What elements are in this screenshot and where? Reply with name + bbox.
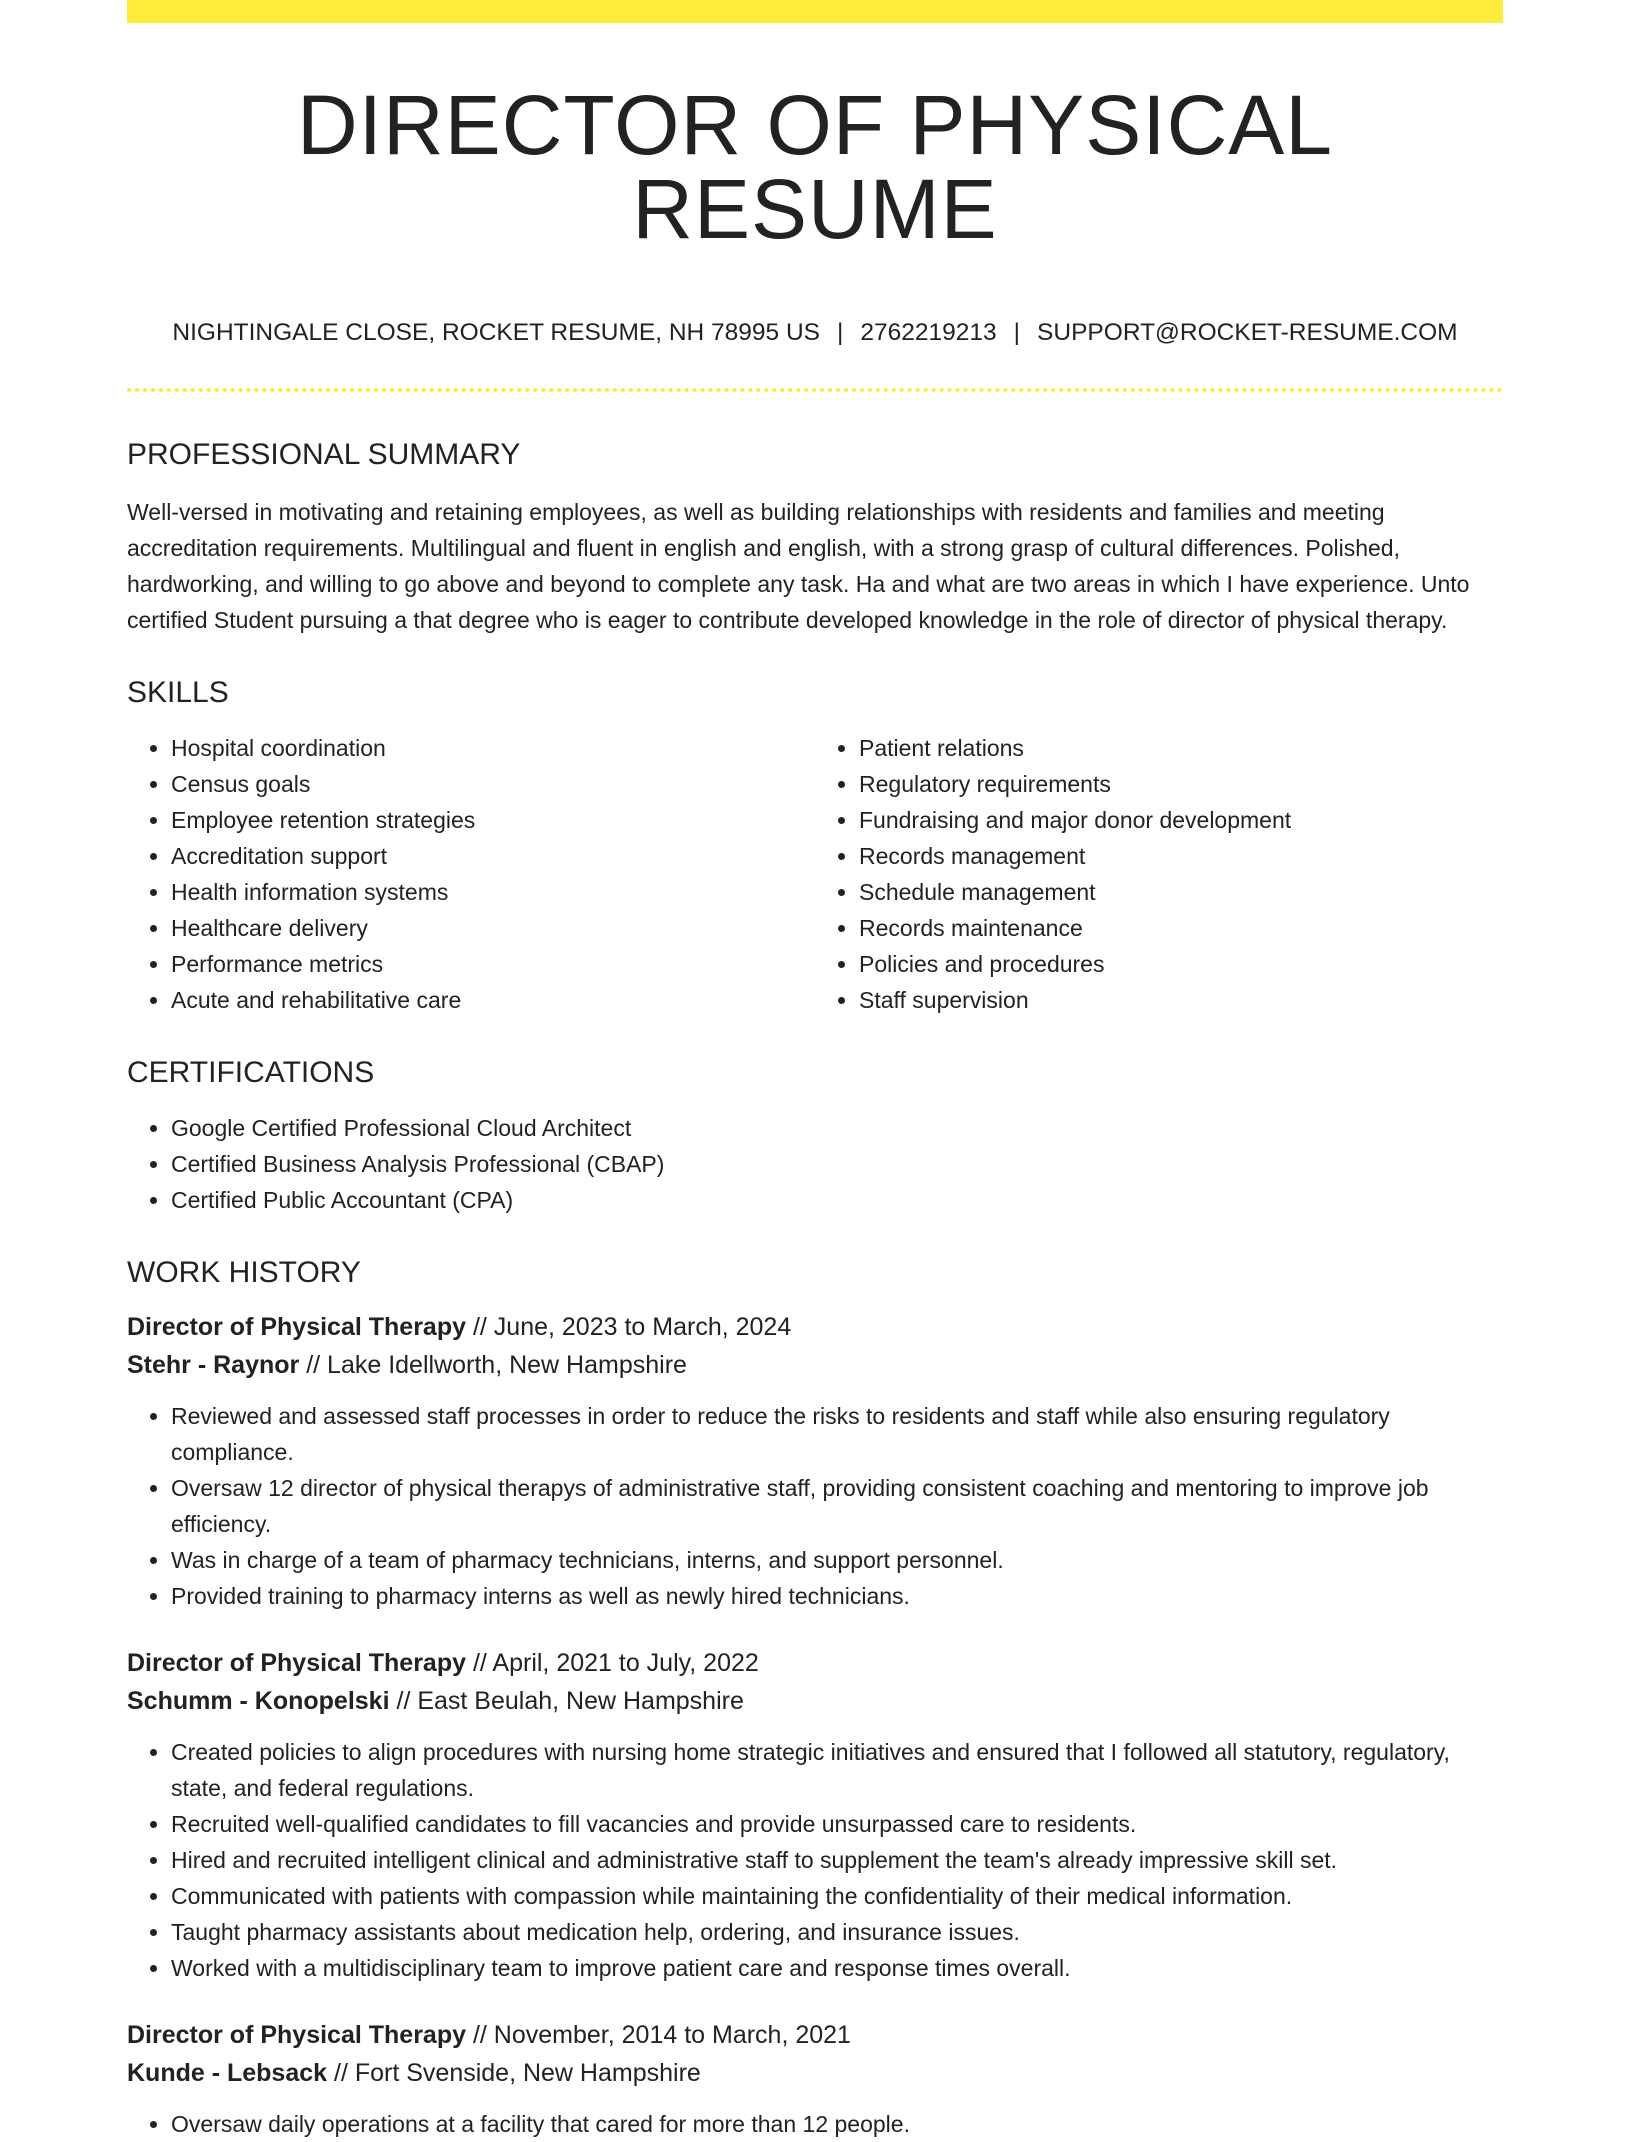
section-heading: PROFESSIONAL SUMMARY [127,437,521,471]
job-bullet: • Hired and recruited intelligent clinical and administrative staff to supplement the team's already impressive skill set. [171,1842,1503,1878]
job-bullet: • Created policies to align procedures with nursing home strategic initiatives and ensured that I followed all statutory, regulatory, state, and federal regulations. [171,1734,1503,1806]
job-company: Stehr - Raynor [127,1350,300,1379]
skill-item: • Fundraising and major donor development [859,802,1503,838]
job-bullet: • Reviewed and assessed staff processes in order to reduce the risks to residents and staff while also ensuring regulatory compliance. [171,1398,1503,1470]
skills-right-column [815,730,1503,1018]
skill-item: • Health information systems [171,874,815,910]
skill-item: • Staff supervision [859,982,1503,1018]
contact-line [127,321,1503,346]
job-title-line [127,1308,1503,1346]
resume-page [127,0,1503,2142]
skills-section [127,675,1503,1018]
job-entry [127,2016,1503,2142]
section-heading: WORK HISTORY [127,1255,361,1289]
section-heading: SKILLS [127,675,229,709]
job-bullet: • Provided training to pharmacy interns as well as newly hired technicians. [171,1578,1503,1614]
certifications-section [127,1055,1503,1218]
job-dates: // November, 2014 to March, 2021 [466,2020,851,2049]
job-company-line [127,1682,1503,1720]
skill-item: • Employee retention strategies [171,802,815,838]
job-company-line [127,1346,1503,1384]
skill-item: • Hospital coordination [171,730,815,766]
job-entry [127,1644,1503,1986]
contact-separator: | [837,319,844,346]
job-bullet: • Oversaw daily operations at a facility that cared for more than 12 people. [171,2106,1503,2142]
job-bullet: • Oversaw 12 director of physical therapys of administrative staff, providing consistent coaching and mentoring to improve job efficiency. [171,1470,1503,1542]
work-history-section [127,1255,1503,2142]
job-location: // Lake Idellworth, New Hampshire [299,1350,687,1379]
job-dates: // June, 2023 to March, 2024 [466,1312,792,1341]
skill-item: • Census goals [171,766,815,802]
skill-item: • Schedule management [859,874,1503,910]
certifications-list [127,1110,1503,1218]
contact-separator: | [1013,319,1021,346]
skills-left-column [127,730,815,1018]
job-location: // East Beulah, New Hampshire [389,1686,744,1715]
contact-address: NIGHTINGALE CLOSE, ROCKET RESUME, NH 78995 US [172,319,821,346]
job-bullet: • Worked with a multidisciplinary team to improve patient care and response times overall. [171,1950,1503,1986]
certification-item: • Google Certified Professional Cloud Architect [171,1110,1503,1146]
job-title: Director of Physical Therapy [127,1648,467,1677]
job-bullets [127,1398,1503,1614]
job-bullet: • Taught pharmacy assistants about medication help, ordering, and insurance issues. [171,1914,1503,1950]
job-title-line [127,1644,1503,1682]
skills-columns [127,730,1503,1018]
job-bullets [127,1734,1503,1986]
job-bullet: • Communicated with patients with compassion while maintaining the confidentiality of their medical information. [171,1878,1503,1914]
skill-item: • Regulatory requirements [859,766,1503,802]
skill-item: • Records maintenance [859,910,1503,946]
job-location: // Fort Svenside, New Hampshire [327,2058,701,2087]
skill-item: • Accreditation support [171,838,815,874]
job-bullet: • Recruited well-qualified candidates to fill vacancies and provide unsurpassed care to residents. [171,1806,1503,1842]
job-bullet: • Was in charge of a team of pharmacy technicians, interns, and support personnel. [171,1542,1503,1578]
certification-item: • Certified Public Accountant (CPA) [171,1182,1503,1218]
summary-text: Well-versed in motivating and retaining employees, as well as building relationships with residents and families and meeting accreditation requirements. Multilingual and fluent in english and english, with a strong grasp of cultural differences. Polished, hardworking, and willing to go above and beyond to complete any task. Ha and what are two areas in which I have experience. Unto certified Student pursuing a that degree who is eager to contribute developed knowledge in the role of director of physical therapy. [127,498,1470,633]
job-dates: // April, 2021 to July, 2022 [466,1648,759,1677]
resume-title: DIRECTOR OF PHYSICAL RESUME [297,78,1333,256]
job-company: Kunde - Lebsack [127,2058,328,2087]
job-bullets [127,2106,1503,2142]
skill-item: • Records management [859,838,1503,874]
section-heading: CERTIFICATIONS [127,1055,375,1089]
job-title: Director of Physical Therapy [127,1312,467,1341]
job-company-line [127,2054,1503,2092]
accent-top-bar [127,0,1503,23]
contact-email: SUPPORT@ROCKET-RESUME.COM [1037,319,1458,346]
job-company: Schumm - Konopelski [127,1686,390,1715]
skill-item: • Healthcare delivery [171,910,815,946]
certification-item: • Certified Business Analysis Professional (CBAP) [171,1146,1503,1182]
skill-item: • Patient relations [859,730,1503,766]
contact-phone: 2762219213 [860,319,997,346]
job-title-line [127,2016,1503,2054]
dotted-divider [127,388,1503,392]
job-title: Director of Physical Therapy [127,2020,467,2049]
skill-item: • Policies and procedures [859,946,1503,982]
skill-item: • Acute and rehabilitative care [171,982,815,1018]
job-entry [127,1308,1503,1614]
skill-item: • Performance metrics [171,946,815,982]
professional-summary-section [127,437,1503,638]
